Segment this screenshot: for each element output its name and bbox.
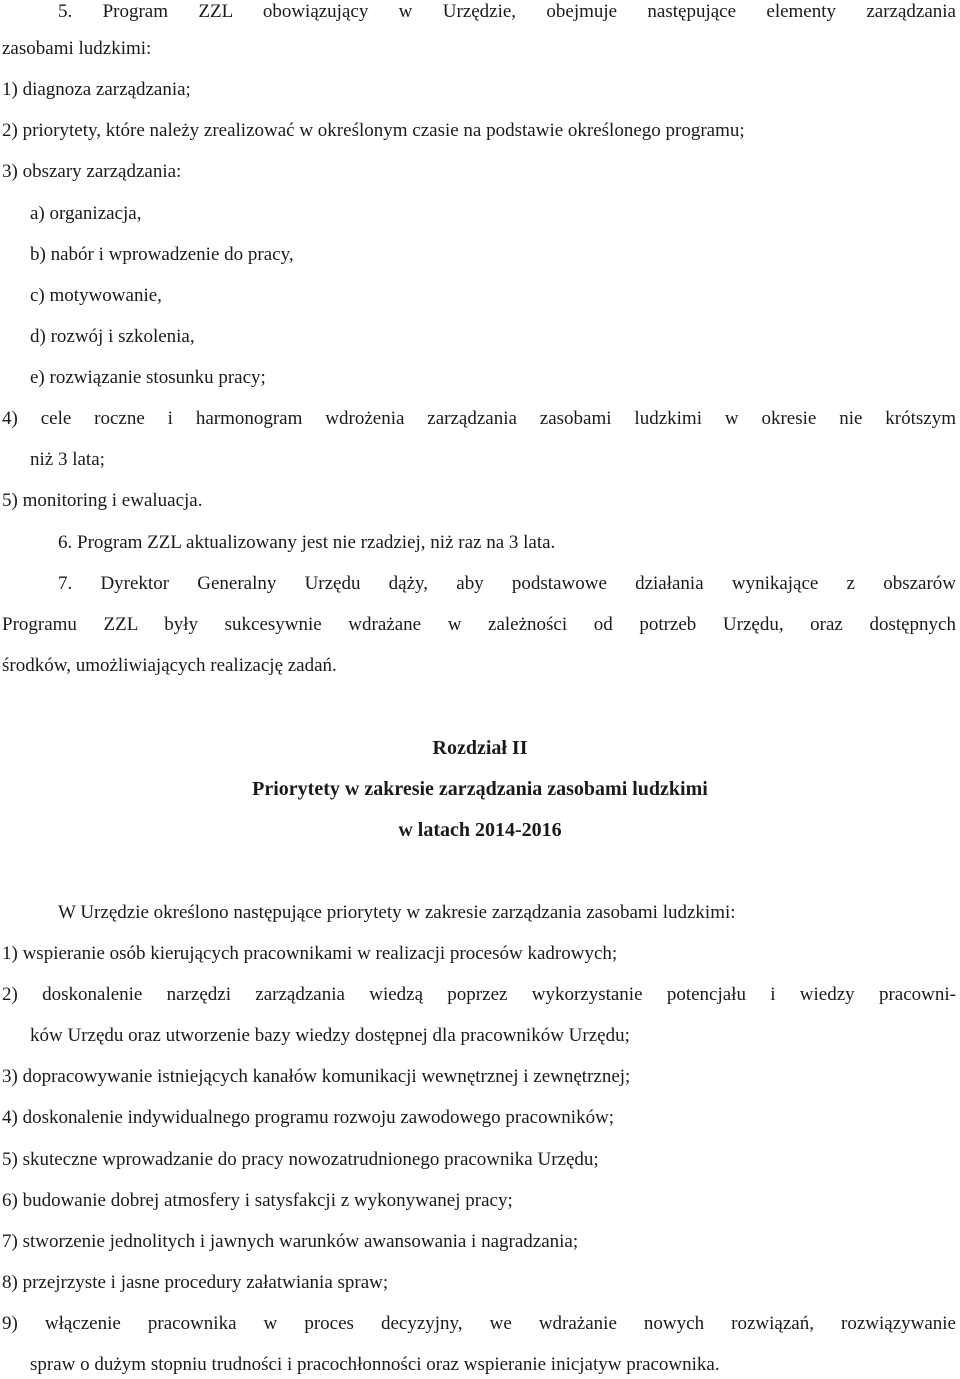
- priority-item-continuation: spraw o dużym stopniu trudności i pracochłonności oraz wspieranie inicjatyw pracownika.: [30, 1354, 720, 1375]
- sub-list-item: d) rozwój i szkolenia,: [30, 326, 195, 347]
- sub-list-item: c) motywowanie,: [30, 285, 162, 306]
- priority-item: 6) budowanie dobrej atmosfery i satysfakcji z wykonywanej pracy;: [2, 1190, 513, 1211]
- priority-item: 8) przejrzyste i jasne procedury załatwiania spraw;: [2, 1272, 389, 1293]
- chapter-subtitle: w latach 2014-2016: [398, 819, 562, 841]
- chapter-title: Priorytety w zakresie zarządzania zasobami ludzkimi: [252, 778, 708, 800]
- priorities-intro: W Urzędzie określono następujące priorytety w zakresie zarządzania zasobami ludzkimi:: [58, 902, 736, 923]
- section7-line1: 7. Dyrektor Generalny Urzędu dąży, aby podstawowe działania wynikające z obszarów: [58, 573, 956, 594]
- priority-item: 2) doskonalenie narzędzi zarządzania wiedzą poprzez wykorzystanie potencjału i wiedzy pracowni-: [2, 984, 956, 1005]
- section6-text: 6. Program ZZL aktualizowany jest nie rzadziej, niż raz na 3 lata.: [58, 532, 556, 553]
- priority-item-continuation: ków Urzędu oraz utworzenie bazy wiedzy dostępnej dla pracowników Urzędu;: [30, 1025, 630, 1046]
- list-item: 2) priorytety, które należy zrealizować w określonym czasie na podstawie określonego programu;: [2, 120, 745, 141]
- priority-item: 7) stworzenie jednolitych i jawnych warunków awansowania i nagradzania;: [2, 1231, 579, 1252]
- list-item: 3) obszary zarządzania:: [2, 161, 182, 182]
- section7-line2: Programu ZZL były sukcesywnie wdrażane w zależności od potrzeb Urzędu, oraz dostępnych: [2, 614, 956, 635]
- list-item: 4) cele roczne i harmonogram wdrożenia zarządzania zasobami ludzkimi w okresie nie krótszym: [2, 408, 956, 429]
- section7-line3: środków, umożliwiających realizację zadań.: [2, 655, 337, 676]
- priority-item: 4) doskonalenie indywidualnego programu rozwoju zawodowego pracowników;: [2, 1107, 615, 1128]
- sub-list-item: e) rozwiązanie stosunku pracy;: [30, 367, 266, 388]
- section5-line1: 5. Program ZZL obowiązujący w Urzędzie, obejmuje następujące elementy zarządzania: [58, 1, 956, 22]
- list-item: 1) diagnoza zarządzania;: [2, 79, 191, 100]
- priority-item: 1) wspieranie osób kierujących pracownikami w realizacji procesów kadrowych;: [2, 943, 618, 964]
- priority-item: 5) skuteczne wprowadzanie do pracy nowozatrudnionego pracownika Urzędu;: [2, 1149, 599, 1170]
- sub-list-item: a) organizacja,: [30, 203, 142, 224]
- priority-item: 3) dopracowywanie istniejących kanałów komunikacji wewnętrznej i zewnętrznej;: [2, 1066, 631, 1087]
- list-item: 5) monitoring i ewaluacja.: [2, 490, 203, 511]
- list-item-continuation: niż 3 lata;: [30, 449, 105, 470]
- priority-item: 9) włączenie pracownika w proces decyzyjny, we wdrażanie nowych rozwiązań, rozwiązywanie: [2, 1313, 956, 1334]
- sub-list-item: b) nabór i wprowadzenie do pracy,: [30, 244, 294, 265]
- chapter-number: Rozdział II: [432, 737, 528, 759]
- section5-line2: zasobami ludzkimi:: [2, 38, 152, 59]
